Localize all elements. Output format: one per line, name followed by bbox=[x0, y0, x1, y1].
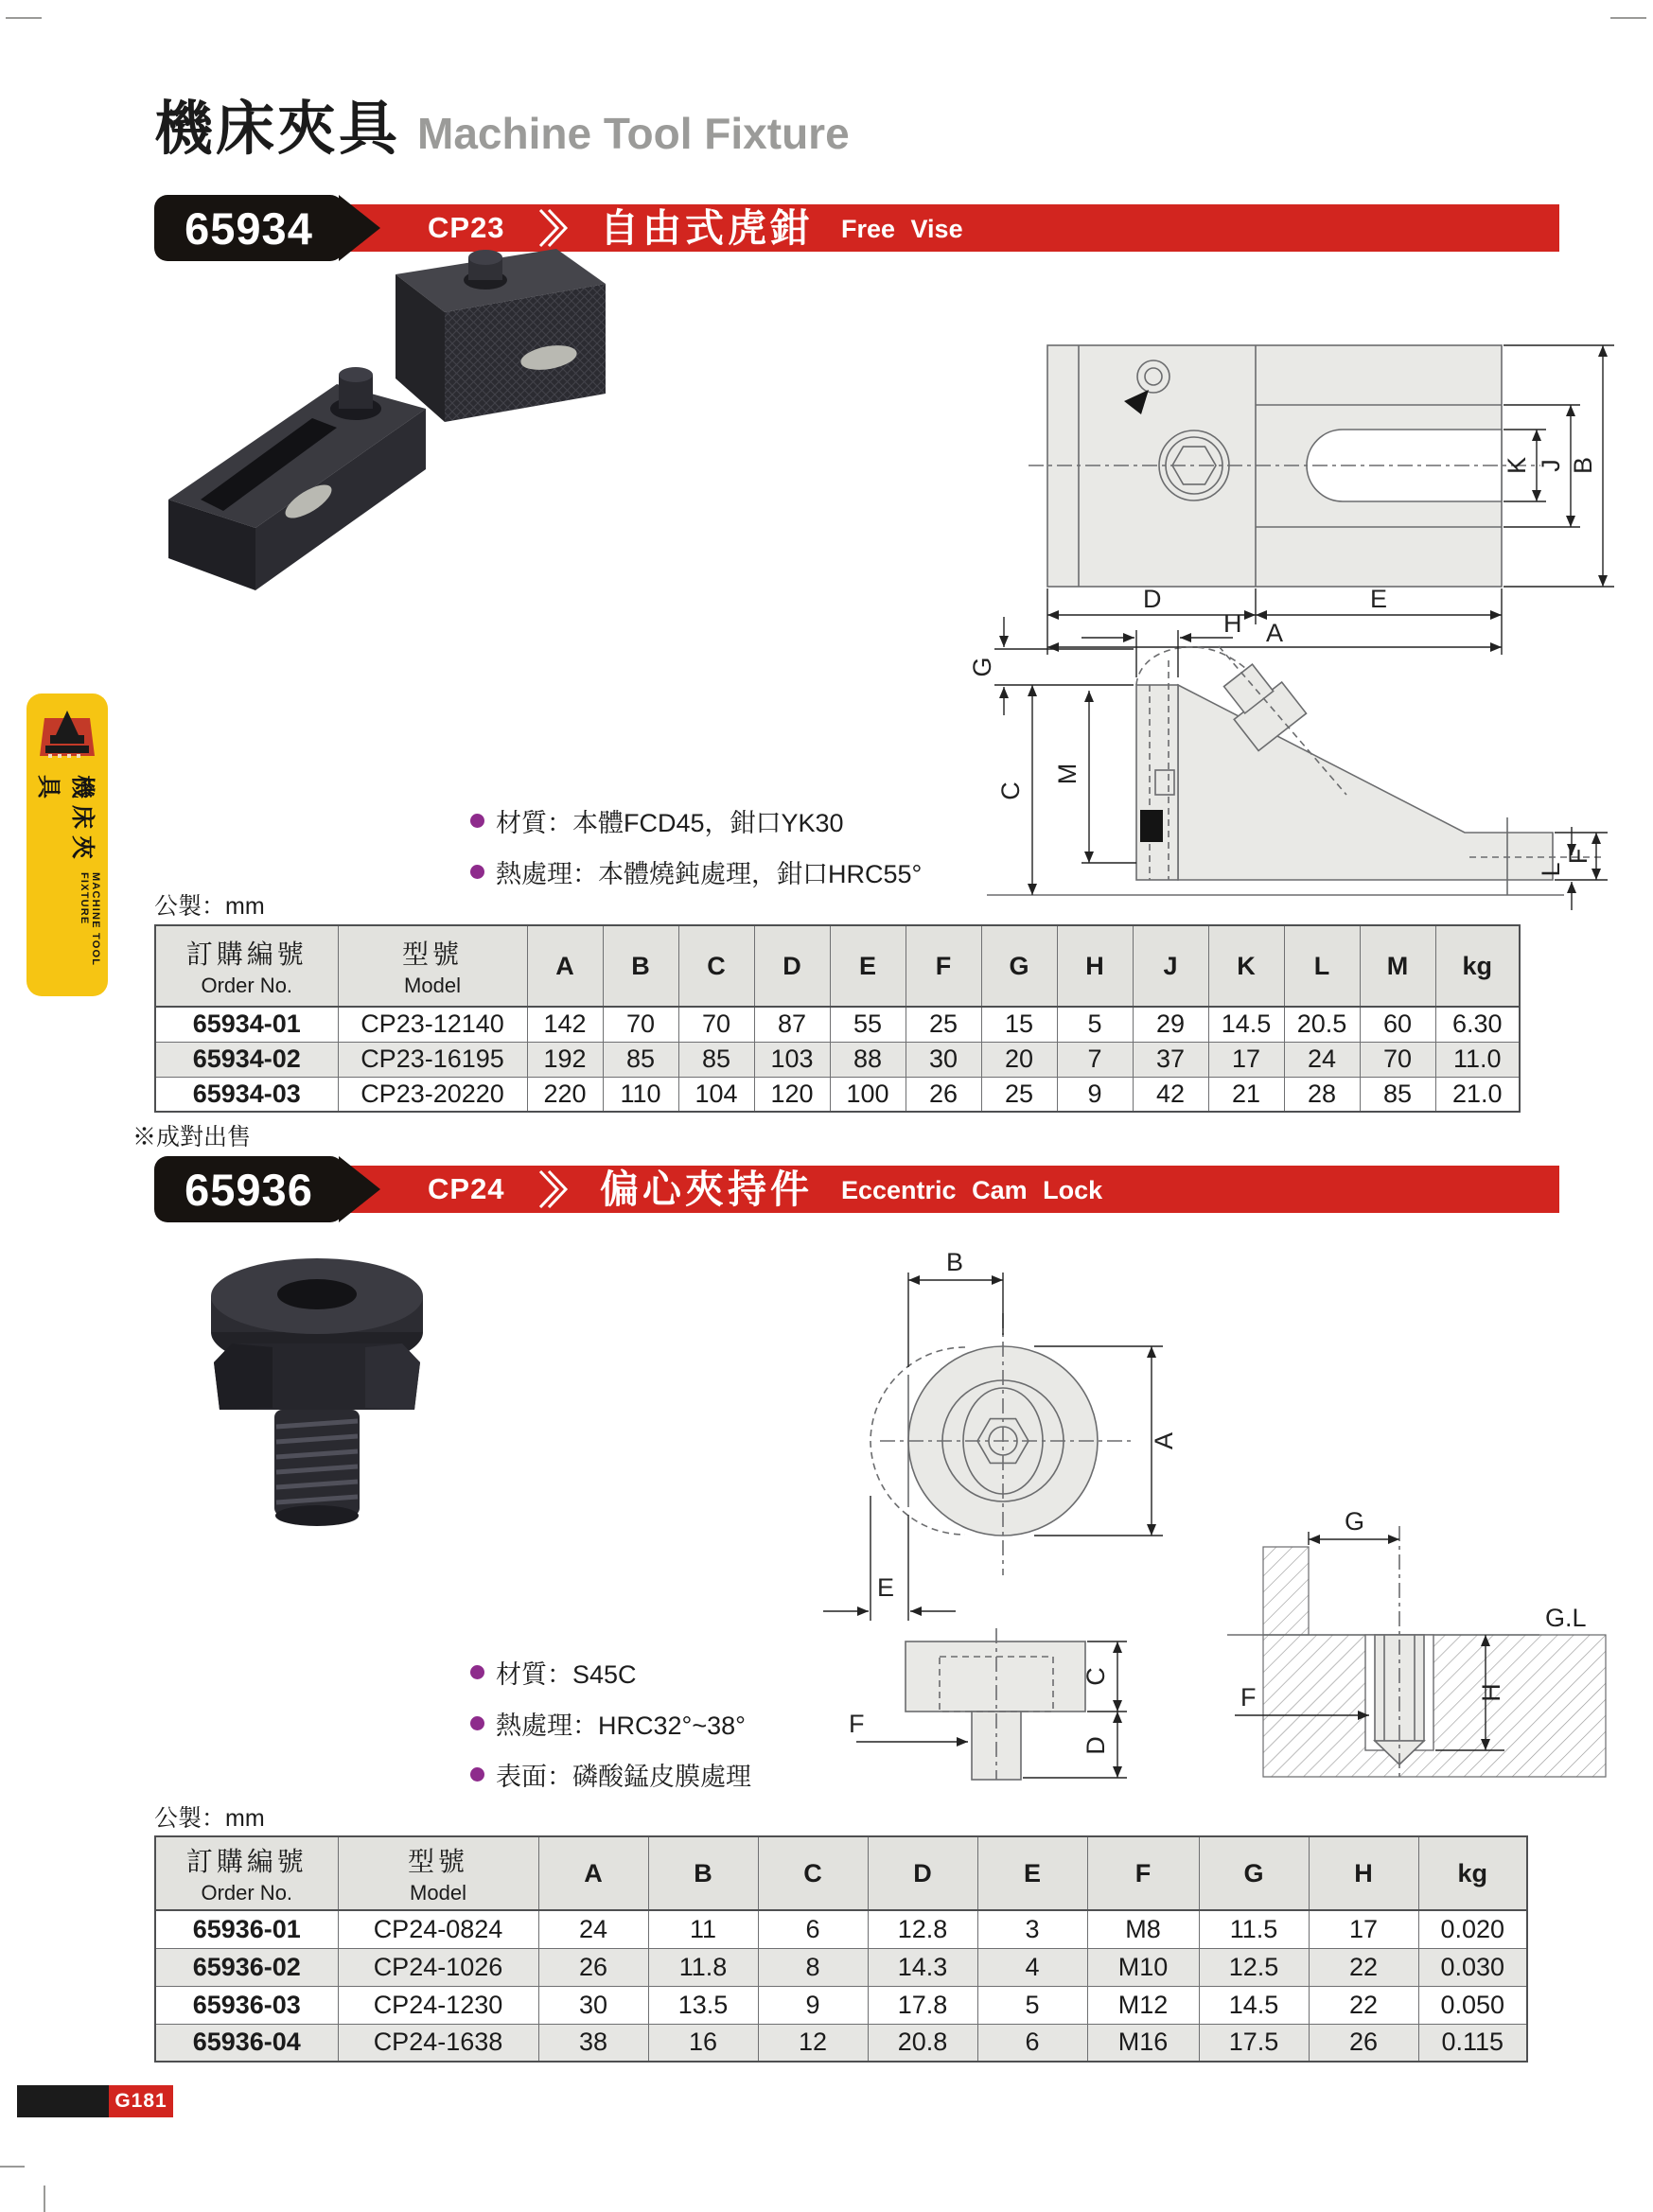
cell: 12.8 bbox=[868, 1910, 977, 1948]
bullet-icon bbox=[470, 865, 484, 879]
cell: 104 bbox=[678, 1077, 754, 1112]
cell: 25 bbox=[981, 1077, 1057, 1112]
cell: 65934-02 bbox=[155, 1042, 338, 1077]
page-title-en: Machine Tool Fixture bbox=[417, 109, 850, 158]
cell: 22 bbox=[1309, 1986, 1418, 2024]
cell: 38 bbox=[538, 2024, 648, 2062]
dim-label: C bbox=[996, 781, 1025, 800]
table-row bbox=[155, 1986, 1527, 2024]
col-header-dim: J bbox=[1133, 925, 1208, 1007]
dim-label: C bbox=[1081, 1667, 1110, 1686]
section-title-en: Free Vise bbox=[841, 215, 963, 243]
dim-label: F bbox=[1564, 848, 1592, 865]
cell: 85 bbox=[603, 1042, 678, 1077]
model-code: CP23 bbox=[428, 211, 505, 244]
bullet-icon bbox=[470, 1767, 484, 1782]
col-header-order: 訂購編號 Order No. bbox=[155, 1836, 338, 1910]
cell: 28 bbox=[1284, 1077, 1360, 1112]
section-title-zh: 自由式虎鉗 bbox=[600, 206, 813, 250]
cell: 0.030 bbox=[1418, 1948, 1527, 1986]
cell: 12 bbox=[758, 2024, 868, 2062]
unit-label: 公製：mm bbox=[154, 1805, 265, 1832]
cell: 4 bbox=[977, 1948, 1087, 1986]
cell: 24 bbox=[538, 1910, 648, 1948]
cell: 12.5 bbox=[1199, 1948, 1309, 1986]
cell: CP24-0824 bbox=[338, 1910, 538, 1948]
product-photo-free-vise bbox=[112, 216, 642, 623]
col-header-dim: H bbox=[1057, 925, 1133, 1007]
footer-black-bar bbox=[17, 2085, 109, 2117]
col-header-dim: kg bbox=[1435, 925, 1520, 1007]
section-title-en: Eccentric Cam Lock bbox=[841, 1176, 1103, 1204]
product-photo-cam-lock bbox=[180, 1238, 454, 1559]
dim-label: K bbox=[1503, 456, 1531, 475]
col-header-dim: B bbox=[603, 925, 678, 1007]
cell: 0.115 bbox=[1418, 2024, 1527, 2062]
cell: 5 bbox=[1057, 1007, 1133, 1042]
col-header-dim: K bbox=[1208, 925, 1284, 1007]
col-header-dim: B bbox=[648, 1836, 758, 1910]
cell: 55 bbox=[830, 1007, 906, 1042]
cell: CP23-20220 bbox=[338, 1077, 527, 1112]
table-row bbox=[155, 2024, 1527, 2062]
cell: 100 bbox=[830, 1077, 906, 1112]
cell: 192 bbox=[527, 1042, 603, 1077]
spec-table-65934 bbox=[154, 924, 1521, 1113]
cell: 26 bbox=[1309, 2024, 1418, 2062]
col-header-order: 訂購編號 Order No. bbox=[155, 925, 338, 1007]
dim-label: B bbox=[1569, 456, 1597, 475]
col-header-dim: H bbox=[1309, 1836, 1418, 1910]
cell: 13.5 bbox=[648, 1986, 758, 2024]
spec-note-text: 材質：本體FCD45，鉗口YK30 bbox=[496, 809, 844, 837]
dim-label: F bbox=[849, 1710, 865, 1738]
spec-note bbox=[470, 1654, 751, 1691]
cell: 17 bbox=[1309, 1910, 1418, 1948]
crop-mark bbox=[1610, 17, 1646, 19]
dim-label: H bbox=[1223, 609, 1242, 638]
cell: 70 bbox=[1360, 1042, 1435, 1077]
dim-label: E bbox=[1370, 585, 1388, 613]
bullet-icon bbox=[470, 814, 484, 828]
cell: 29 bbox=[1133, 1007, 1208, 1042]
dim-label: G bbox=[968, 657, 996, 677]
spec-note bbox=[470, 1756, 751, 1793]
cell: 26 bbox=[538, 1948, 648, 1986]
spec-notes bbox=[470, 802, 922, 904]
crop-mark bbox=[44, 2186, 45, 2212]
cell: 22 bbox=[1309, 1948, 1418, 1986]
cell: 65936-01 bbox=[155, 1910, 338, 1948]
sidebar-category-tab bbox=[26, 693, 108, 996]
dim-label: B bbox=[946, 1248, 964, 1276]
dim-label: E bbox=[877, 1573, 895, 1602]
cell: 110 bbox=[603, 1077, 678, 1112]
col-header-dim: kg bbox=[1418, 1836, 1527, 1910]
cell: 30 bbox=[906, 1042, 981, 1077]
cell: 6 bbox=[977, 2024, 1087, 2062]
col-header-dim: L bbox=[1284, 925, 1360, 1007]
cell: 60 bbox=[1360, 1007, 1435, 1042]
cell: 30 bbox=[538, 1986, 648, 2024]
technical-drawing-vise-side bbox=[940, 594, 1611, 925]
crop-mark bbox=[6, 17, 42, 19]
table-row bbox=[155, 1910, 1527, 1948]
cell: 8 bbox=[758, 1948, 868, 1986]
cell: M8 bbox=[1087, 1910, 1199, 1948]
cell: 70 bbox=[603, 1007, 678, 1042]
col-header-dim: C bbox=[758, 1836, 868, 1910]
cell: M12 bbox=[1087, 1986, 1199, 2024]
table-row bbox=[155, 1077, 1520, 1112]
col-header-dim: F bbox=[1087, 1836, 1199, 1910]
page-number-badge bbox=[109, 2085, 173, 2117]
cell: 17.5 bbox=[1199, 2024, 1309, 2062]
col-header-dim: E bbox=[977, 1836, 1087, 1910]
dim-label: D bbox=[1143, 585, 1162, 613]
cell: 7 bbox=[1057, 1042, 1133, 1077]
spec-table-65936 bbox=[154, 1835, 1528, 2063]
spec-note bbox=[470, 802, 922, 839]
cell: 9 bbox=[1057, 1077, 1133, 1112]
cell: 11 bbox=[648, 1910, 758, 1948]
bullet-icon bbox=[470, 1716, 484, 1730]
cell: 20 bbox=[981, 1042, 1057, 1077]
cell: CP23-16195 bbox=[338, 1042, 527, 1077]
cell: 20.8 bbox=[868, 2024, 977, 2062]
cell: 220 bbox=[527, 1077, 603, 1112]
dim-label: F bbox=[1240, 1683, 1257, 1712]
cell: 11.5 bbox=[1199, 1910, 1309, 1948]
spec-note bbox=[470, 853, 922, 890]
table-row bbox=[155, 1948, 1527, 1986]
cell: M16 bbox=[1087, 2024, 1199, 2062]
col-header-dim: G bbox=[1199, 1836, 1309, 1910]
cell: 21 bbox=[1208, 1077, 1284, 1112]
cell: 85 bbox=[1360, 1077, 1435, 1112]
table-footnote: ※成對出售 bbox=[132, 1124, 252, 1150]
order-number: 65936 bbox=[185, 1164, 313, 1215]
cell: 0.050 bbox=[1418, 1986, 1527, 2024]
cell: 85 bbox=[678, 1042, 754, 1077]
cell: CP23-12140 bbox=[338, 1007, 527, 1042]
cell: 37 bbox=[1133, 1042, 1208, 1077]
cell: M10 bbox=[1087, 1948, 1199, 1986]
dim-label: L bbox=[1537, 862, 1565, 877]
cell: 88 bbox=[830, 1042, 906, 1077]
cell: CP24-1638 bbox=[338, 2024, 538, 2062]
spec-note-text: 材質：S45C bbox=[496, 1660, 637, 1689]
spec-note-text: 熱處理：HRC32°~38° bbox=[496, 1712, 746, 1740]
cell: 6 bbox=[758, 1910, 868, 1948]
cell: 14.3 bbox=[868, 1948, 977, 1986]
col-header-dim: E bbox=[830, 925, 906, 1007]
col-header-dim: D bbox=[754, 925, 830, 1007]
cell: 5 bbox=[977, 1986, 1087, 2024]
dim-label: J bbox=[1537, 459, 1565, 472]
col-header-dim: M bbox=[1360, 925, 1435, 1007]
bullet-icon bbox=[470, 1665, 484, 1679]
page-title bbox=[154, 81, 850, 166]
col-header-model: 型號 Model bbox=[338, 1836, 538, 1910]
col-header-dim: G bbox=[981, 925, 1057, 1007]
technical-drawing-cam bbox=[790, 1214, 1646, 1782]
dim-label: A bbox=[1150, 1431, 1178, 1450]
section-banner-65936 bbox=[0, 1156, 1653, 1222]
cell: 14.5 bbox=[1199, 1986, 1309, 2024]
cell: 120 bbox=[754, 1077, 830, 1112]
dim-label: G bbox=[1345, 1507, 1365, 1536]
page-number: G181 bbox=[114, 2090, 167, 2112]
cell: 11.8 bbox=[648, 1948, 758, 1986]
cell: 17.8 bbox=[868, 1986, 977, 2024]
sidebar-label-en: MACHINE TOOL FIXTURE bbox=[79, 872, 101, 967]
spec-note-text: 表面：磷酸錳皮膜處理 bbox=[496, 1763, 751, 1791]
cell: 42 bbox=[1133, 1077, 1208, 1112]
cell: 24 bbox=[1284, 1042, 1360, 1077]
cell: 142 bbox=[527, 1007, 603, 1042]
cell: 15 bbox=[981, 1007, 1057, 1042]
cell: CP24-1230 bbox=[338, 1986, 538, 2024]
model-code: CP24 bbox=[428, 1172, 505, 1205]
cell: 65936-04 bbox=[155, 2024, 338, 2062]
dim-label: D bbox=[1081, 1736, 1110, 1755]
cell: 9 bbox=[758, 1986, 868, 2024]
cell: 11.0 bbox=[1435, 1042, 1520, 1077]
cell: CP24-1026 bbox=[338, 1948, 538, 1986]
cell: 65934-01 bbox=[155, 1007, 338, 1042]
cell: 26 bbox=[906, 1077, 981, 1112]
dim-label: A bbox=[1266, 619, 1284, 647]
table-row bbox=[155, 1007, 1520, 1042]
table-row bbox=[155, 1042, 1520, 1077]
col-header-dim: A bbox=[538, 1836, 648, 1910]
cell: 87 bbox=[754, 1007, 830, 1042]
cell: 0.020 bbox=[1418, 1910, 1527, 1948]
cell: 65936-02 bbox=[155, 1948, 338, 1986]
order-number-pill bbox=[154, 1156, 343, 1222]
cell: 6.30 bbox=[1435, 1007, 1520, 1042]
order-number: 65934 bbox=[185, 202, 313, 254]
cell: 70 bbox=[678, 1007, 754, 1042]
cell: 20.5 bbox=[1284, 1007, 1360, 1042]
crop-mark bbox=[0, 2166, 25, 2168]
col-header-model: 型號 Model bbox=[338, 925, 527, 1007]
spec-note-text: 熱處理：本體燒鈍處理，鉗口HRC55° bbox=[496, 860, 923, 888]
section-title-zh: 偏心夾持件 bbox=[600, 1167, 813, 1211]
cell: 3 bbox=[977, 1910, 1087, 1948]
dim-label: H bbox=[1477, 1683, 1505, 1702]
pill-tip bbox=[339, 1156, 380, 1222]
cell: 65934-03 bbox=[155, 1077, 338, 1112]
col-header-dim: C bbox=[678, 925, 754, 1007]
clamping-kit-icon bbox=[37, 707, 97, 765]
cell: 21.0 bbox=[1435, 1077, 1520, 1112]
cell: 16 bbox=[648, 2024, 758, 2062]
col-header-dim: F bbox=[906, 925, 981, 1007]
spec-note bbox=[470, 1705, 751, 1742]
unit-label: 公製：mm bbox=[154, 893, 265, 920]
chevron-icon bbox=[536, 1168, 570, 1210]
dim-label: M bbox=[1053, 763, 1081, 785]
spec-notes bbox=[470, 1654, 751, 1807]
cell: 17 bbox=[1208, 1042, 1284, 1077]
dim-label: G.L bbox=[1545, 1604, 1587, 1632]
cell: 14.5 bbox=[1208, 1007, 1284, 1042]
col-header-dim: A bbox=[527, 925, 603, 1007]
page-title-zh: 機床夾具 bbox=[154, 97, 401, 162]
cell: 25 bbox=[906, 1007, 981, 1042]
cell: 65936-03 bbox=[155, 1986, 338, 2024]
col-header-dim: D bbox=[868, 1836, 977, 1910]
cell: 103 bbox=[754, 1042, 830, 1077]
sidebar-label-zh: 機床夾具 bbox=[35, 775, 96, 867]
